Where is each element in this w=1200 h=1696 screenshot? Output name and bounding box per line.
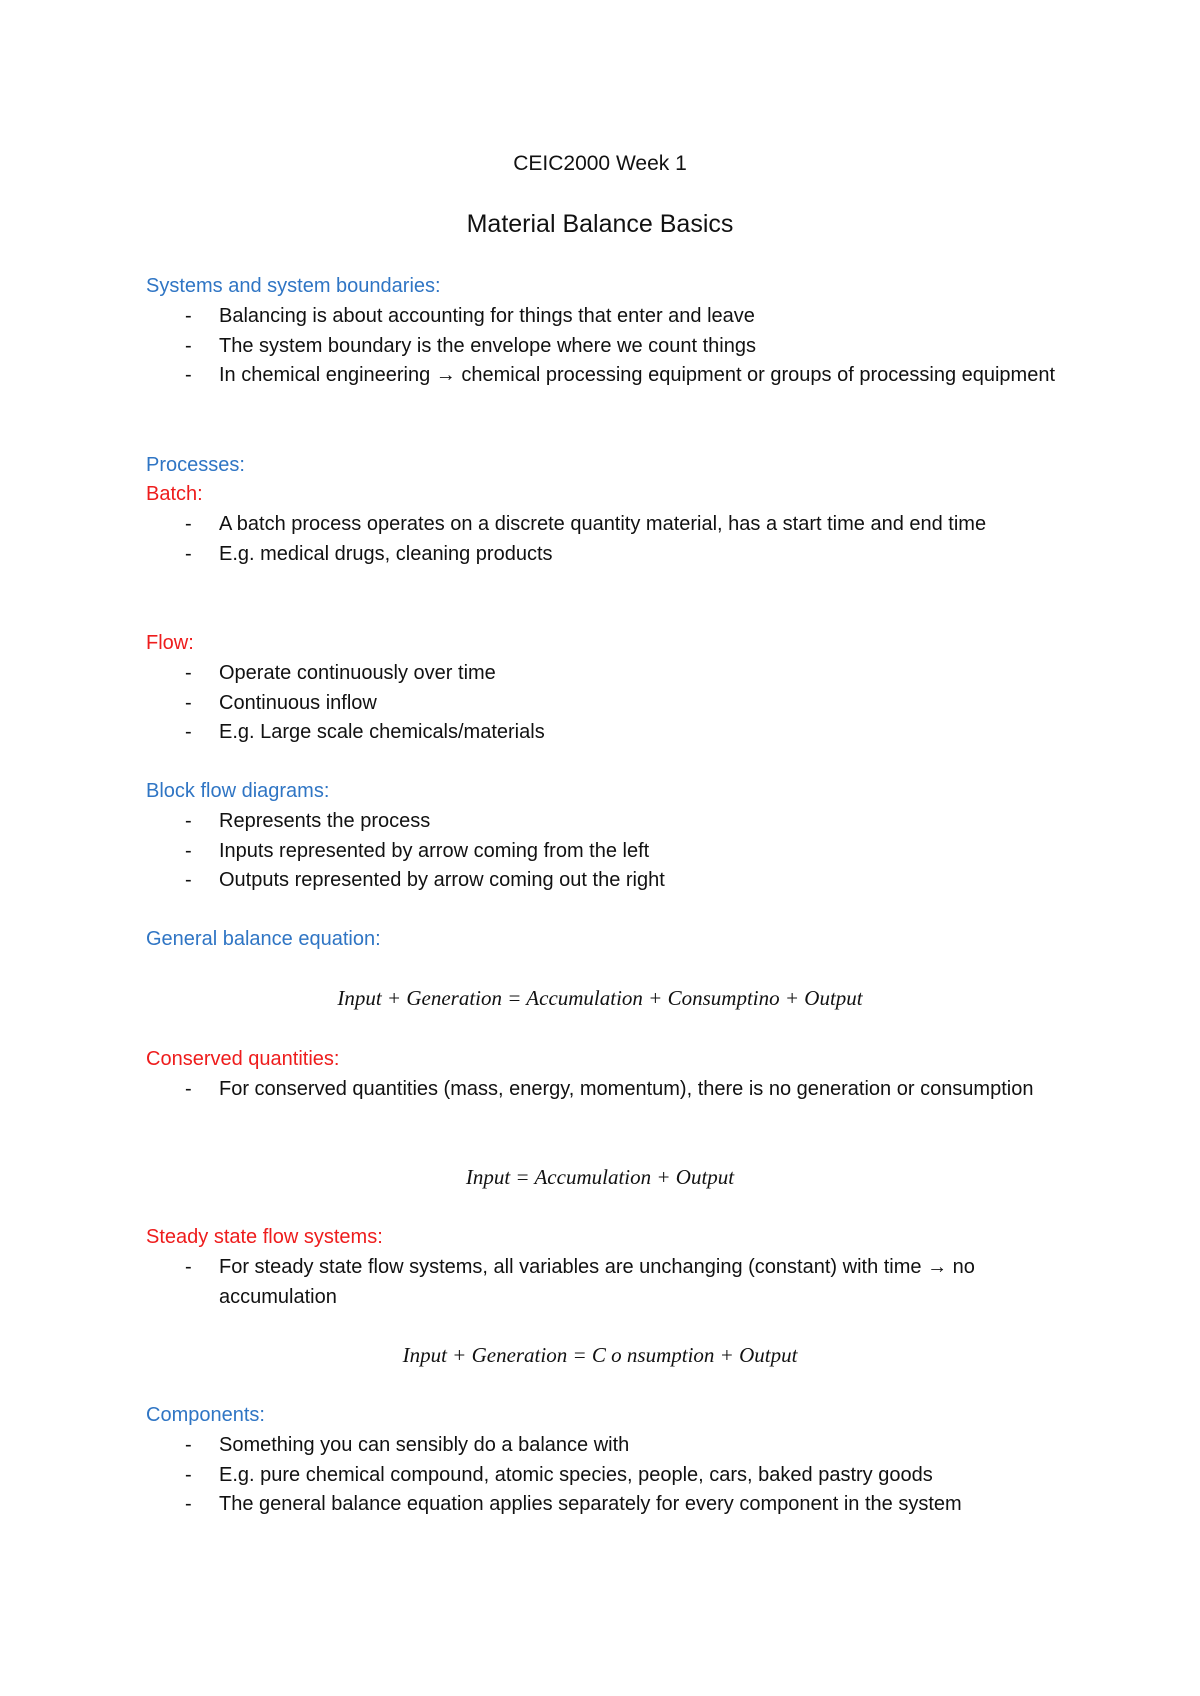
general-balance-equation: Input + Generation = Accumulation + Consumptino + Output	[337, 986, 863, 1010]
list-item	[146, 1431, 1066, 1461]
steady-state-list	[146, 1253, 1066, 1312]
list-item	[146, 689, 1066, 719]
bullet-dash: -	[185, 691, 192, 714]
list-item	[146, 659, 1066, 689]
list-item	[146, 510, 1066, 540]
flow-heading: Flow:	[146, 632, 194, 654]
bullet-text: For steady state flow systems, all variables are unchanging (constant) with time → no accumulation	[219, 1256, 975, 1308]
systems-list	[146, 302, 1066, 391]
bullet-text: Balancing is about accounting for things that enter and leave	[219, 305, 755, 327]
bullet-dash: -	[185, 334, 192, 357]
batch-heading: Batch:	[146, 483, 203, 505]
bullet-dash: -	[185, 542, 192, 565]
bullet-dash: -	[185, 1463, 192, 1486]
conserved-equation: Input = Accumulation + Output	[465, 1165, 735, 1189]
bullet-dash: -	[185, 1078, 192, 1100]
bullet-dash: -	[185, 839, 192, 862]
page-title: Material Balance Basics	[466, 210, 734, 238]
bullet-text: Represents the process	[219, 810, 431, 832]
bullet-dash: -	[185, 869, 192, 891]
bullet-dash: -	[185, 1493, 192, 1515]
list-item	[146, 361, 1066, 391]
steady-state-equation: Input + Generation = C o nsumption + Output	[402, 1343, 798, 1367]
bullet-text: Inputs represented by arrow coming from the left	[219, 839, 650, 862]
bullet-text: Operate continuously over time	[219, 662, 496, 684]
conserved-list	[146, 1075, 1066, 1105]
batch-list	[146, 510, 1066, 569]
list-item	[146, 1490, 1066, 1520]
components-list	[146, 1431, 1066, 1520]
bullet-dash: -	[185, 662, 192, 684]
bullet-text: The system boundary is the envelope where we count things	[219, 334, 756, 357]
processes-heading: Processes:	[146, 454, 245, 476]
flow-list	[146, 659, 1066, 748]
list-item	[146, 332, 1066, 362]
list-item	[146, 866, 1066, 896]
list-item	[146, 807, 1066, 837]
bullet-text: Something you can sensibly do a balance with	[219, 1434, 630, 1456]
list-item	[146, 302, 1066, 332]
bullet-dash: -	[185, 1434, 192, 1456]
bullet-text: E.g. Large scale chemicals/materials	[219, 721, 545, 743]
list-item	[146, 1253, 1066, 1312]
list-item	[146, 1075, 1066, 1105]
bullet-text: Outputs represented by arrow coming out the right	[219, 869, 665, 891]
list-item	[146, 1461, 1066, 1491]
bullet-text: E.g. medical drugs, cleaning products	[219, 542, 553, 565]
general-balance-heading: General balance equation:	[146, 928, 381, 950]
components-heading: Components:	[146, 1404, 265, 1426]
block-flow-list	[146, 807, 1066, 896]
block-flow-heading: Block flow diagrams:	[146, 780, 330, 802]
list-item	[146, 540, 1066, 570]
bullet-text: Continuous inflow	[219, 691, 377, 714]
bullet-dash: -	[185, 810, 192, 832]
list-item	[146, 837, 1066, 867]
bullet-text: The general balance equation applies separately for every component in the system	[219, 1493, 962, 1515]
bullet-dash: -	[185, 1256, 192, 1278]
conserved-heading: Conserved quantities:	[146, 1048, 340, 1070]
bullet-dash: -	[185, 721, 192, 743]
bullet-text: E.g. pure chemical compound, atomic species, people, cars, baked pastry goods	[219, 1463, 933, 1486]
course-title: CEIC2000 Week 1	[513, 152, 687, 175]
systems-heading: Systems and system boundaries:	[146, 275, 441, 297]
bullet-text: In chemical engineering → chemical processing equipment or groups of processing equipment	[219, 364, 1056, 386]
bullet-text: A batch process operates on a discrete quantity material, has a start time and end time	[219, 513, 987, 535]
bullet-dash: -	[185, 513, 192, 535]
bullet-dash: -	[185, 305, 192, 327]
list-item	[146, 718, 1066, 748]
bullet-text: For conserved quantities (mass, energy, momentum), there is no generation or consumption	[219, 1078, 1034, 1100]
steady-state-heading: Steady state flow systems:	[146, 1226, 383, 1248]
bullet-dash: -	[185, 364, 192, 386]
